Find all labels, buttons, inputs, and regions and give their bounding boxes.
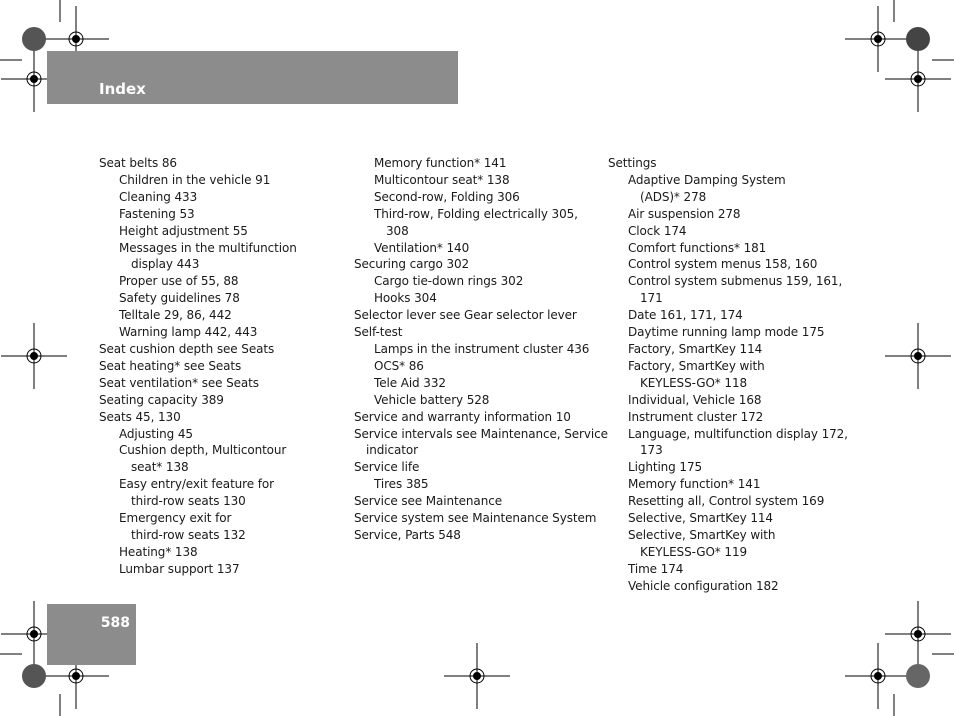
index-entry: Service, Parts 548 <box>354 527 461 542</box>
index-entry: Vehicle configuration 182 <box>628 578 779 593</box>
registration-mark <box>885 601 951 667</box>
index-entry: Third-row, Folding electrically 305, <box>374 206 578 221</box>
registration-mark <box>885 46 951 112</box>
index-entry: (ADS)* 278 <box>640 189 707 204</box>
density-target <box>906 664 930 688</box>
density-target <box>22 27 46 51</box>
index-entry: Cargo tie-down rings 302 <box>374 274 524 289</box>
index-entry: Memory function* 141 <box>374 156 507 170</box>
index-entry: Height adjustment 55 <box>119 223 248 238</box>
density-target <box>906 27 930 51</box>
index-entry: OCS* 86 <box>374 358 424 373</box>
index-entry: third-row seats 132 <box>131 527 246 542</box>
index-entry: Selective, SmartKey 114 <box>628 511 773 526</box>
index-entry: Tires 385 <box>374 477 429 492</box>
index-entry: Air suspension 278 <box>628 206 741 221</box>
index-entry: third-row seats 130 <box>131 494 246 509</box>
index-entry: Language, multifunction display 172, <box>628 426 848 441</box>
index-entry: Adaptive Damping System <box>628 172 786 187</box>
index-entry: Seat ventilation* see Seats <box>99 375 259 390</box>
index-entry: Service and warranty information 10 <box>354 409 571 424</box>
index-entry: indicator <box>366 443 418 458</box>
index-entry: Easy entry/exit feature for <box>119 477 274 492</box>
density-target <box>22 664 46 688</box>
index-header-bar <box>47 51 458 104</box>
index-entry: Vehicle battery 528 <box>374 392 490 407</box>
registration-mark <box>845 643 911 709</box>
index-entry: Control system menus 158, 160 <box>628 257 818 272</box>
index-entry: Control system submenus 159, 161, <box>628 274 843 289</box>
index-column-1 <box>99 155 349 578</box>
index-entry: 173 <box>640 443 663 458</box>
index-entry: Seats 45, 130 <box>99 409 181 424</box>
index-entry: Telltale 29, 86, 442 <box>119 308 232 323</box>
index-entry: Seating capacity 389 <box>99 392 224 407</box>
index-entry: Instrument cluster 172 <box>628 409 764 424</box>
index-entry: Comfort functions* 181 <box>628 240 767 255</box>
index-entry: Securing cargo 302 <box>354 257 470 272</box>
index-entry: Daytime running lamp mode 175 <box>628 325 825 340</box>
registration-mark <box>444 643 510 709</box>
index-entry: Individual, Vehicle 168 <box>628 392 762 407</box>
index-entry: Ventilation* 140 <box>374 240 470 255</box>
index-entry: Emergency exit for <box>119 511 232 526</box>
index-entry: Multicontour seat* 138 <box>374 172 510 187</box>
header-title: Index <box>99 80 146 98</box>
index-entry: Hooks 304 <box>374 291 437 306</box>
index-entry: Adjusting 45 <box>119 426 193 441</box>
index-entry: Time 174 <box>628 561 684 576</box>
index-entry: 308 <box>386 223 409 238</box>
index-entry: Second-row, Folding 306 <box>374 189 520 204</box>
registration-mark <box>1 323 67 389</box>
index-entry: Seat heating* see Seats <box>99 358 242 373</box>
index-entry: Service see Maintenance <box>354 494 502 509</box>
index-entry: Seat cushion depth see Seats <box>99 341 275 356</box>
index-entry: Self-test <box>354 325 403 340</box>
index-entry: Proper use of 55, 88 <box>119 274 239 289</box>
index-entry: Warning lamp 442, 443 <box>119 325 258 340</box>
index-entry: Fastening 53 <box>119 206 195 221</box>
index-entry: Date 161, 171, 174 <box>628 308 743 323</box>
registration-mark <box>845 6 911 72</box>
index-entry: KEYLESS-GO* 119 <box>640 544 748 559</box>
index-entry: Cushion depth, Multicontour <box>119 443 287 458</box>
index-entry: Settings <box>608 156 657 170</box>
index-entry: Resetting all, Control system 169 <box>628 494 825 509</box>
index-entry: Service life <box>354 460 420 475</box>
registration-mark <box>885 323 951 389</box>
index-entry: Cleaning 433 <box>119 189 198 204</box>
index-entry: Clock 174 <box>628 223 687 238</box>
index-entry: Children in the vehicle 91 <box>119 172 271 187</box>
index-column-2 <box>354 155 608 544</box>
index-entry: Service intervals see Maintenance, Service <box>354 426 608 441</box>
page-number: 588 <box>100 615 130 631</box>
index-entry: Messages in the multifunction <box>119 240 297 255</box>
index-entry: Service system see Maintenance System <box>354 511 597 526</box>
index-column-3 <box>608 155 858 595</box>
index-entry: Lighting 175 <box>628 460 703 475</box>
index-entry: Memory function* 141 <box>628 477 761 492</box>
index-entry: Safety guidelines 78 <box>119 291 240 306</box>
index-entry: Selective, SmartKey with <box>628 527 776 542</box>
index-entry: KEYLESS-GO* 118 <box>640 375 748 390</box>
index-entry: Factory, SmartKey 114 <box>628 341 763 356</box>
index-entry: Seat belts 86 <box>99 156 177 170</box>
index-entry: Lumbar support 137 <box>119 561 240 576</box>
index-entry: seat* 138 <box>131 460 189 475</box>
index-entry: Lamps in the instrument cluster 436 <box>374 341 590 356</box>
page-number-box <box>47 604 136 665</box>
index-entry: Heating* 138 <box>119 544 198 559</box>
index-entry: Selector lever see Gear selector lever <box>354 308 577 323</box>
index-entry: Factory, SmartKey with <box>628 358 765 373</box>
index-entry: 171 <box>640 291 663 306</box>
index-entry: Tele Aid 332 <box>374 375 446 390</box>
index-entry: display 443 <box>131 257 200 272</box>
